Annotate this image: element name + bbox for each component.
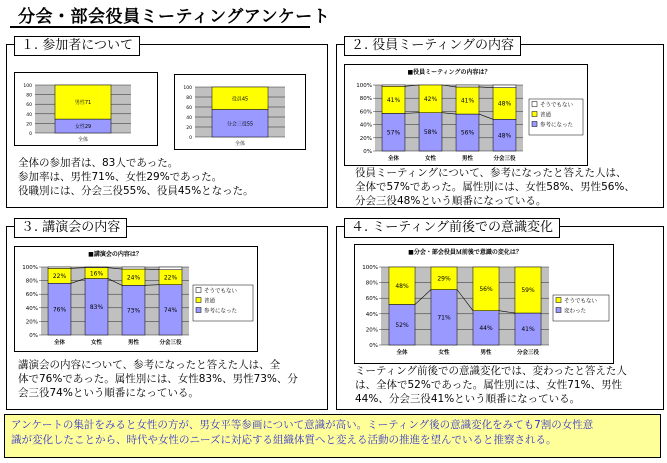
data-label: 57% [386, 129, 401, 137]
data-label: 41% [460, 97, 475, 105]
tick-label: 0% [29, 333, 38, 339]
panel-awareness-line-2: は、全体で52%であった。属性別には、女性71%、男性 [355, 379, 623, 391]
panel-meeting-line-2: 全体で57%であった。属性別には、女性58%、男性56%、 [355, 181, 635, 193]
legend-swatch [196, 298, 201, 303]
bar-男性-そうでもない [122, 267, 145, 269]
tick-label: 100% [22, 265, 38, 271]
tick-label: 20 [26, 122, 32, 128]
data-label: 52% [395, 321, 409, 329]
panel-meeting-line-1: 役員ミーティングについて、参考になったと答えた人は、 [355, 167, 627, 179]
summary-line-2: 識が変化したことから、時代や女性のニーズに対応する組織体質へと変える活動の推進を望んでいると推察される。 [11, 434, 557, 446]
legend-label: 参考になった [540, 122, 574, 129]
panel-awareness-line-1: ミーティング前後での意識変化では、変わったと答えた人 [355, 365, 627, 377]
legend-swatch [556, 308, 561, 313]
category-label: 分会三役 [159, 340, 182, 346]
panel-participants-line-2: 参加率は、男性71%、女性29%であった。 [18, 171, 223, 183]
panel-participants-line-1: 全体の参加者は、83人であった。 [18, 157, 179, 169]
category-label: 男性 [480, 350, 492, 356]
data-label: 44% [479, 325, 493, 333]
tick-label: 40% [25, 305, 38, 312]
category-label: 女性 [424, 156, 437, 162]
data-label: 59% [521, 287, 535, 295]
chart-title: ■講演会の内容は？ [88, 251, 142, 258]
tick-label: 80% [359, 96, 372, 103]
data-label: 48% [395, 282, 409, 290]
bar-label: 役員45 [231, 96, 249, 103]
bar-分会三役-そうでもない [493, 85, 516, 88]
tick-label: 80 [186, 96, 192, 101]
legend-swatch [196, 308, 201, 313]
summary-line-1: アンケートの集計をみると女性の方が、男女平等参画について意識が高い。ミーティング後の意識変化をみても7割の女性意 [11, 419, 594, 431]
legend-label: そうでもない [564, 298, 598, 305]
tick-label: 60 [186, 106, 192, 111]
panel-meeting-line-3: 分会三役48%という順番になっている。 [355, 195, 547, 207]
bar-label: 女性29 [74, 124, 92, 131]
category-label: 分会三役 [516, 350, 540, 356]
bar-男性-そうでもない [456, 85, 479, 87]
data-label: 73% [126, 307, 141, 315]
tick-label: 40% [365, 311, 378, 318]
tick-label: 60% [25, 292, 38, 299]
panel-lecture-title: ３. 講演会の内容 [14, 218, 127, 238]
data-label: 22% [52, 273, 67, 281]
category-label: 全体 [77, 137, 89, 143]
chart-awareness [354, 244, 614, 364]
data-label: 48% [497, 132, 512, 140]
category-label: 分会三役 [493, 156, 516, 162]
legend-label: 参考になった [204, 308, 238, 315]
legend-swatch [532, 122, 537, 127]
tick-label: 20% [365, 327, 378, 334]
category-label: 女性 [90, 340, 103, 346]
data-label: 29% [437, 275, 451, 283]
tick-label: 80 [26, 93, 32, 99]
legend-swatch [532, 112, 537, 117]
legend-swatch [196, 288, 201, 293]
summary-box [4, 414, 661, 458]
tick-label: 0 [29, 132, 32, 137]
legend-swatch [556, 298, 561, 303]
data-label: 71% [437, 314, 451, 322]
legend-label: 普通 [540, 112, 552, 119]
category-label: 男性 [127, 340, 140, 346]
tick-label: 40 [186, 116, 192, 121]
tick-label: 80% [25, 278, 38, 285]
data-label: 76% [52, 306, 67, 314]
chart-role [174, 74, 306, 150]
tick-label: 20 [186, 126, 192, 131]
tick-label: 40 [26, 112, 32, 118]
panel-lecture-line-3: 会三役74%という順番になっている。 [18, 387, 199, 399]
bar-全体-そうでもない [382, 85, 405, 86]
tick-label: 20% [359, 135, 372, 142]
tick-label: 80% [365, 280, 378, 287]
data-label: 83% [89, 303, 104, 311]
title-underline [10, 26, 310, 28]
data-label: 56% [479, 286, 493, 294]
tick-label: 60% [359, 109, 372, 116]
data-label: 48% [497, 100, 512, 108]
category-label: 全体 [53, 340, 66, 346]
chart-gender [14, 72, 158, 146]
legend-label: そうでもない [540, 102, 574, 109]
tick-label: 60 [26, 103, 32, 109]
tick-label: 100 [23, 84, 32, 89]
legend-swatch [532, 102, 537, 107]
bar-分会三役-そうでもない [159, 267, 182, 270]
category-label: 女性 [438, 350, 450, 356]
tick-label: 60% [365, 296, 378, 303]
data-label: 41% [386, 97, 401, 105]
chart-title: ■分会・部会役員Ｍ前後で意識の変化は？ [408, 249, 522, 256]
data-label: 24% [126, 274, 141, 282]
panel-participants-title: １. 参加者について [14, 36, 140, 56]
bar-label: 分会三役55 [226, 121, 254, 128]
legend-label: そうでもない [204, 288, 238, 295]
data-label: 41% [521, 326, 535, 334]
chart-meeting [344, 64, 588, 166]
category-label: 全体 [396, 350, 408, 356]
tick-label: 0% [369, 343, 378, 349]
legend-label: 普通 [204, 298, 216, 305]
category-label: 男性 [461, 156, 474, 162]
panel-awareness-line-3: 44%、分会三役41%という順番になっている。 [355, 393, 581, 405]
panel-lecture-line-2: 体で76%であった。属性別には、女性83%、男性73%、分 [18, 373, 298, 385]
chart-title: ■役員ミーティングの内容は？ [407, 69, 491, 76]
data-label: 74% [163, 307, 178, 315]
tick-label: 100 [183, 86, 192, 91]
panel-lecture-line-1: 講演会の内容について、参考になったと答えた人は、全 [18, 359, 281, 371]
tick-label: 100% [362, 265, 378, 271]
chart-lecture [14, 246, 258, 352]
tick-label: 100% [356, 83, 372, 89]
tick-label: 0 [189, 136, 192, 141]
bar-label: 男性71 [74, 100, 92, 107]
category-label: 全体 [234, 141, 246, 147]
panel-participants-line-3: 役職別には、分会三役55%、役員45%となった。 [18, 185, 254, 197]
legend-label: 変わった [564, 308, 586, 315]
panel-meeting-title: ２. 役員ミーティングの内容 [344, 36, 521, 56]
bar-女性-そうでもない [85, 267, 108, 268]
tick-label: 40% [359, 122, 372, 129]
bar-全体-そうでもない [48, 267, 71, 268]
data-label: 16% [89, 270, 104, 278]
tick-label: 20% [25, 319, 38, 326]
category-label: 全体 [387, 156, 400, 162]
data-label: 56% [460, 129, 475, 137]
data-label: 58% [423, 129, 438, 137]
page-title: 分会・部会役員ミーティングアンケート [18, 7, 331, 27]
data-label: 42% [423, 96, 438, 104]
panel-awareness-title: ４. ミーティング前後での意識変化 [344, 218, 560, 238]
data-label: 22% [163, 274, 178, 282]
tick-label: 0% [363, 149, 372, 155]
